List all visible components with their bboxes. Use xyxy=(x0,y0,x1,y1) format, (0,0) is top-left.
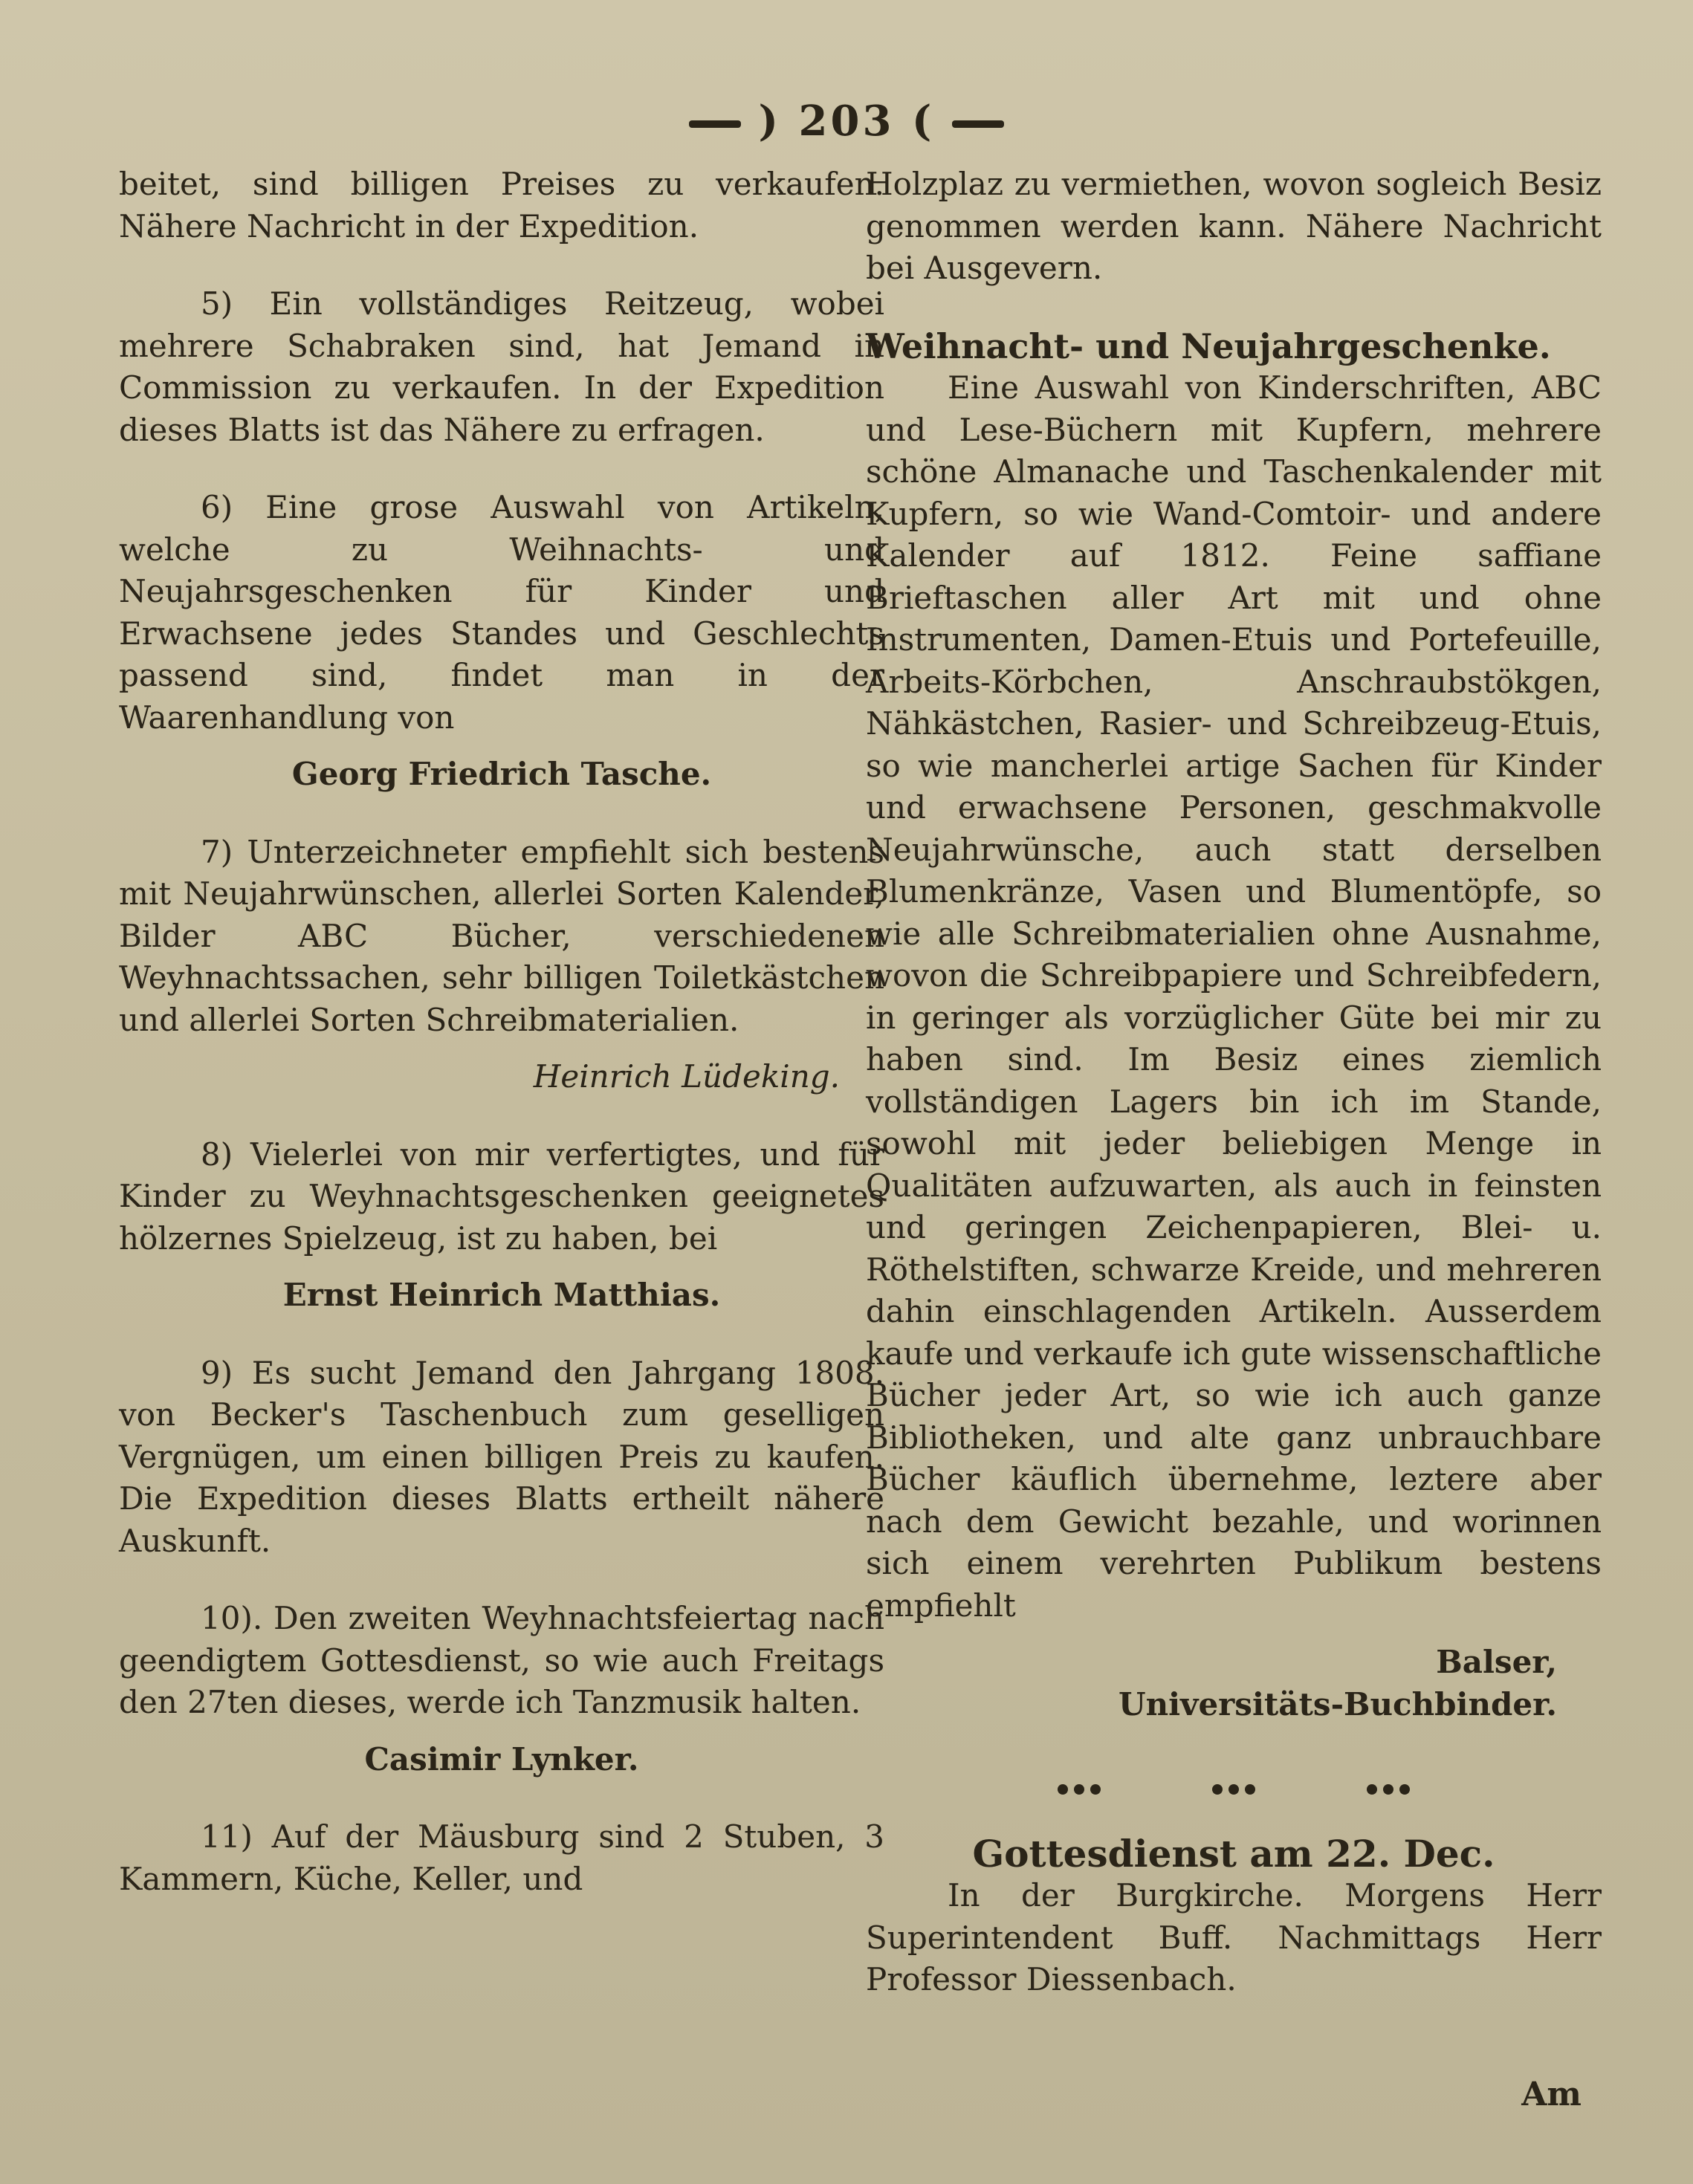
right-continuation-paragraph: Holzplaz zu vermiethen, wovon sogleich Besiz genommen werden kann. Nähere Nachricht bei Ausgevern. xyxy=(866,166,1602,286)
right-column xyxy=(866,163,1602,2037)
notice-10: 10). Den zweiten Weyhnachtsfeiertag nach geendigtem Gottesdienst, so wie auch Freitags den 27ten dieses, werde ich Tanzmusik halten. xyxy=(119,1600,884,1720)
header-dash-right xyxy=(952,120,1004,128)
notice-9: 9) Es sucht Jemand den Jahrgang 1808. von Becker's Taschenbuch zum geselligen Vergnügen, um einen billigen Preis zu kaufen. Die Expedition dieses Blatts ertheilt nähere Auskunft. xyxy=(119,1354,884,1559)
notice-8: 8) Vielerlei von mir verfertigtes, und für Kinder zu Weyhnachtsgeschenken geeignetes hölzernes Spielzeug, ist zu haben, bei xyxy=(119,1135,884,1257)
header-dash-left xyxy=(689,120,741,128)
gifts-signature-title: Universitäts-Buchbinder. xyxy=(1118,1685,1557,1723)
ornament-group-2 xyxy=(1209,1760,1258,1804)
notice-7-signature: Heinrich Lüdeking. xyxy=(533,1058,840,1095)
ornament-group-3 xyxy=(1364,1760,1413,1804)
left-column xyxy=(119,163,884,1936)
gifts-notice: Eine Auswahl von Kinderschriften, ABC und Lese-Büchern mit Kupfern, mehrere schöne Almanache und Taschenkalender mit Kupfern, so wie Wand-Comtoir- und andere Kalender auf 1812. Feine saffiane Brieftaschen aller Art mit und ohne Instrumenten, Damen-Etuis und Portefeuille, Arbeits-Körbchen, Anschraubstökgen, Nähkästchen, Rasier- und Schreibzeug-Etuis, so wie mancherlei artige Sachen für Kinder und erwachsene Personen, geschmakvolle Neujahrwünsche, auch statt derselben Blumenkränze, Vasen und Blumentöpfe, so wie alle Schreibmaterialien ohne Ausnahme, wovon die Schreibpapiere und Schreibfedern, in geringer als vorzüglicher Güte bei mir zu haben sind. Im Besiz eines ziemlich vollständigen Lagers bin ich im Stande, sowohl mit jeder beliebigen Menge in Qualitäten aufzuwarten, als auch in feinsten und geringen Zeichenpapieren, Blei- u. Röthelstiften, schwarze Kreide, und mehreren dahin einschlagenden Artikeln. Ausserdem kaufe und verkaufe ich gute wissenschaftliche Bücher jeder Art, so wie ich auch ganze Bibliotheken, und alte ganz unbrauchbare Bücher käuflich übernehme, leztere aber nach dem Gewicht bezahle, und worinnen sich einem verehrten Publikum bestens empfiehlt xyxy=(866,369,1602,1624)
church-service-heading: Gottesdienst am 22. Dec. xyxy=(972,1831,1495,1876)
notice-11: 11) Auf der Mäusburg sind 2 Stuben, 3 Kammern, Küche, Keller, und xyxy=(119,1818,884,1897)
gifts-heading: Weihnacht- und Neujahrgeschenke. xyxy=(866,325,1551,366)
section-divider-ornament xyxy=(866,1761,1602,1804)
notice-6-signature: Georg Friedrich Tasche. xyxy=(291,756,712,792)
ornament-group-1 xyxy=(1055,1760,1104,1804)
notice-6: 6) Eine grose Auswahl von Artikeln, welche zu Weihnachts- und Neujahrsgeschenken für Kinder und Erwachsene jedes Standes und Geschlechts passend sind, findet man in der Waarenhandlung von xyxy=(119,489,884,736)
notice-10-signature: Casimir Lynker. xyxy=(364,1740,639,1778)
notice-8-signature: Ernst Heinrich Matthias. xyxy=(282,1277,721,1313)
notice-7: 7) Unterzeichneter empfiehlt sich bestens mit Neujahrwünschen, allerlei Sorten Kalender, Bilder ABC Bücher, verschiedenen Weyhnachtssachen, sehr billigen Toiletkästchen und allerlei Sorten Schreibmaterialien. xyxy=(119,833,884,1038)
page-number: ) 203 ( xyxy=(758,97,935,146)
gifts-signature-name: Balser, xyxy=(1436,1644,1557,1680)
catchword: Am xyxy=(1521,2076,1582,2113)
notice-5: 5) Ein vollständiges Reitzeug, wobei mehrere Schabraken sind, hat Jemand in Commission zu verkaufen. In der Expedition dieses Blatts ist das Nähere zu erfragen. xyxy=(119,285,884,448)
left-continuation-paragraph: beitet, sind billigen Preises zu verkaufen. Nähere Nachricht in der Expedition. xyxy=(119,166,884,244)
page-header xyxy=(0,97,1693,146)
church-service-text: In der Burgkirche. Morgens Herr Superintendent Buff. Nachmittags Herr Professor Diessenbach. xyxy=(866,1877,1602,1997)
